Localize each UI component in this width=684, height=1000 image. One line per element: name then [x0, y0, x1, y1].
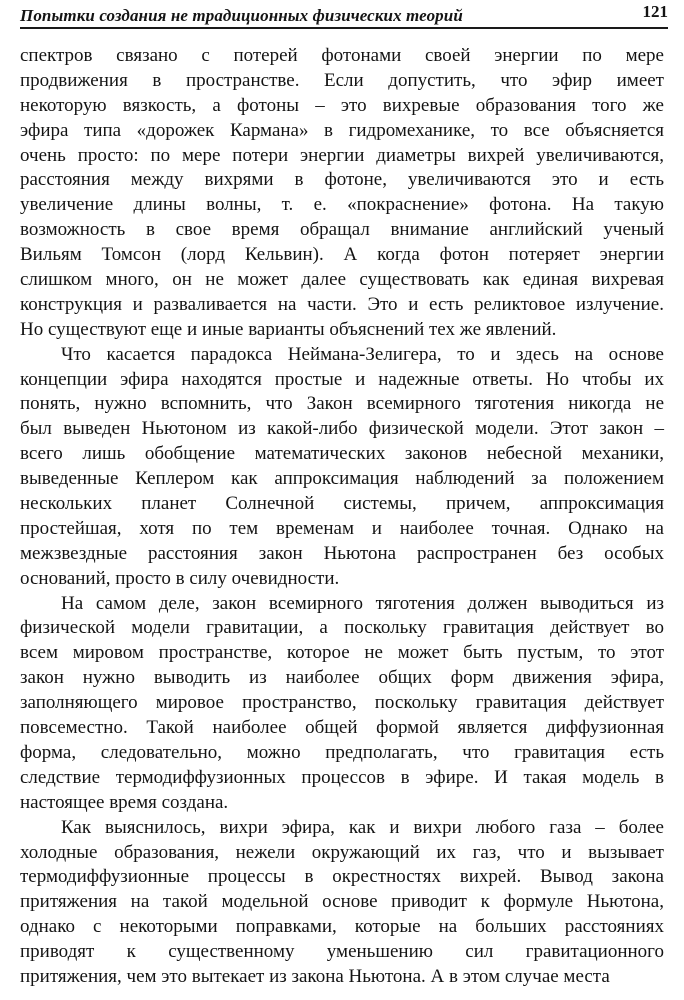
running-header: [20, 2, 674, 28]
text-line: конструкция и разваливается на части. Это и есть реликтовое излучение.: [20, 293, 664, 315]
text-line: был выведен Ньютоном из какой-либо физической модели. Этот закон –: [20, 418, 664, 440]
text-line: приводят к существенному уменьшению сил гравитационного: [20, 941, 664, 963]
text-line: форма, следовательно, можно предполагать, что гравитация есть: [20, 741, 664, 763]
text-line: следствие термодиффузионных процессов в эфире. И такая модель в: [20, 766, 664, 788]
text-line: всем мировом пространстве, которое не может быть пустым, то этот: [20, 642, 664, 664]
text-line: выведенные Кеплером как аппроксимация наблюдений за положением: [20, 468, 664, 490]
text-line: однако с некоторыми поправками, которые на больших расстояниях: [20, 916, 664, 938]
paragraph: [20, 44, 664, 343]
text-line: притяжения на такой модельной основе приводит к формуле Ньютона,: [20, 891, 664, 913]
text-line: нескольких планет Солнечной системы, причем, аппроксимация: [20, 493, 664, 515]
text-line: простейшая, хотя по тем временам и наиболее точная. Однако на: [20, 517, 664, 539]
text-line: На самом деле, закон всемирного тяготения должен выводиться из: [61, 592, 664, 614]
header-rule: [20, 27, 668, 29]
text-line: эфира типа «дорожек Кармана» в гидромеханике, то все объясняется: [20, 119, 664, 141]
text-line: Как выяснилось, вихри эфира, как и вихри любого газа – более: [61, 816, 664, 838]
text-line: понять, нужно вспомнить, что Закон всемирного тяготения никогда не: [20, 393, 664, 415]
paragraph: [20, 816, 664, 990]
text-line: слишком много, он не может далее существовать как единая вихревая: [20, 269, 664, 291]
text-line: оснований, просто в силу очевидности.: [20, 567, 340, 589]
text-line: Что касается парадокса Неймана-Зелигера, то и здесь на основе: [61, 343, 664, 365]
text-line: физической модели гравитации, а поскольку гравитация действует во: [20, 617, 664, 639]
text-line: расстояния между вихрями в фотоне, увеличиваются это и есть: [20, 169, 664, 191]
text-line: некоторую вязкость, а фотоны – это вихревые образования того же: [20, 94, 664, 116]
paragraph: [20, 343, 664, 592]
text-line: увеличение длины волны, т. е. «покраснение» фотона. На такую: [20, 194, 664, 216]
text-line: холодные образования, нежели окружающий их газ, что и вызывает: [20, 841, 664, 863]
page-number: 121: [642, 2, 668, 21]
text-line: межзвездные расстояния закон Ньютона распространен без особых: [20, 542, 664, 564]
body-text: [20, 44, 664, 990]
text-line: очень просто: по мере потери энергии диаметры вихрей увеличиваются,: [20, 144, 664, 166]
text-line: всего лишь обобщение математических законов небесной механики,: [20, 443, 664, 465]
text-line: продвижения в пространстве. Если допустить, что эфир имеет: [20, 69, 664, 91]
text-line: концепции эфира находятся простые и надежные ответы. Но чтобы их: [20, 368, 664, 390]
text-line: Но существуют еще и иные варианты объяснений тех же явлений.: [20, 318, 557, 340]
text-line: настоящее время создана.: [20, 791, 229, 813]
text-line: заполняющего мировое пространство, поскольку гравитация действует: [20, 692, 664, 714]
text-line: закон нужно выводить из наиболее общих форм движения эфира,: [20, 667, 664, 689]
text-line: термодиффузионные процессы в окрестностях вихрей. Вывод закона: [20, 866, 664, 888]
text-line: Вильям Томсон (лорд Кельвин). А когда фотон потеряет энергии: [20, 244, 664, 266]
text-line: притяжения, чем это вытекает из закона Ньютона. А в этом случае места: [20, 965, 610, 987]
text-line: возможность в свое время обращал внимание английский ученый: [20, 219, 664, 241]
text-line: повсеместно. Такой наиболее общей формой является диффузионная: [20, 717, 664, 739]
running-header-title: Попытки создания не традиционных физических теорий: [20, 6, 463, 25]
text-line: спектров связано с потерей фотонами своей энергии по мере: [20, 45, 664, 66]
paragraph: [20, 592, 664, 816]
